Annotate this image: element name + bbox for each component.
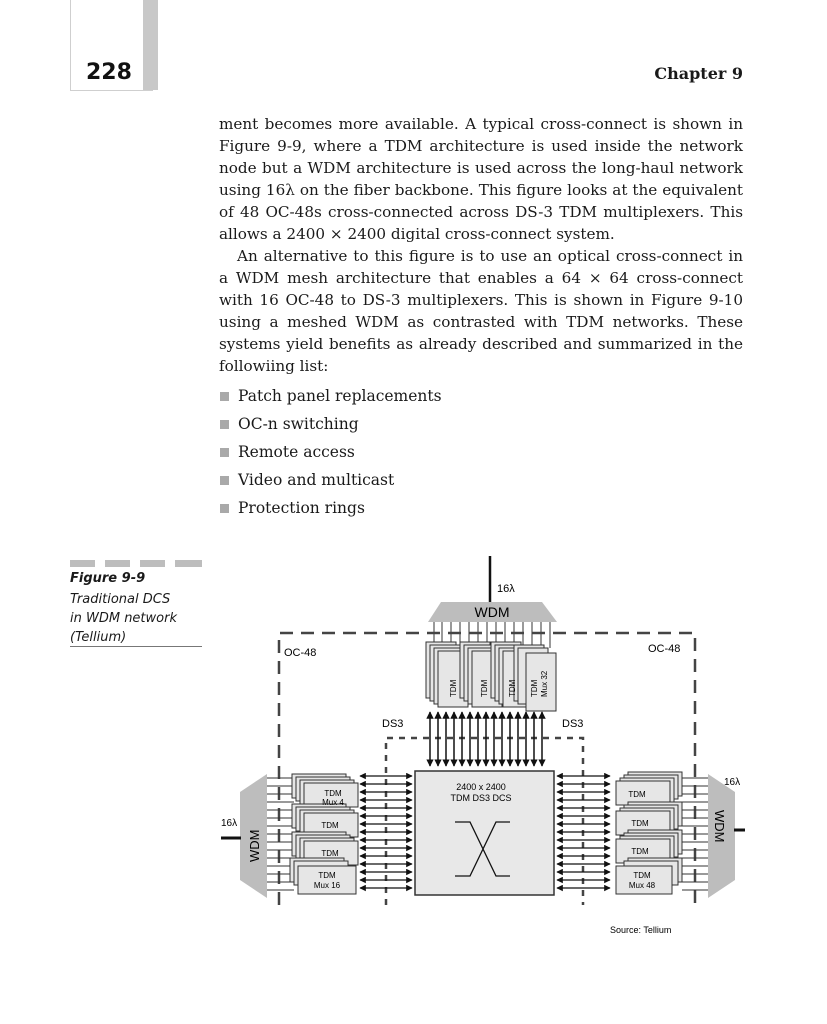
paragraph-1: ment becomes more available. A typical cross-connect is shown in Figure 9-9, where a TDM architecture is used inside the network node but a WDM architecture is used across the long-haul network using 16λ on the fiber backbone. This figure looks at the equivalent of 48 OC-48s cross-connected across DS-3 TDM multiplexers. This allows a 2400 × 2400 digital cross-connect system. <box>219 115 743 243</box>
lambda-left-label: 16λ <box>221 818 238 829</box>
list-item: OC-n switching <box>219 413 442 441</box>
figure-source: Source: Tellium <box>610 925 672 935</box>
tdm-right-3-label: TDM <box>631 847 649 856</box>
tdm-top-3-label: TDM <box>508 679 517 697</box>
dcs-line1: 2400 x 2400 <box>456 782 506 792</box>
tdm-top-2-label: TDM <box>480 679 489 697</box>
figure-caption: Traditional DCS in WDM network (Tellium) <box>70 592 177 645</box>
tdm-top-4-label: TDM <box>530 679 539 697</box>
tdm-top-1-label: TDM <box>449 679 458 697</box>
wdm-left-label: WDM <box>247 829 262 862</box>
lambda-right-label: 16λ <box>724 777 741 788</box>
wdm-right-label: WDM <box>712 810 727 843</box>
list-item: Patch panel replacements <box>219 385 442 413</box>
mux-left-top-label: Mux 4 <box>322 798 344 807</box>
chapter-title: Chapter 9 <box>654 64 743 83</box>
ds3-left-label: DS3 <box>382 718 404 730</box>
figure-label: Figure 9-9 <box>70 571 146 586</box>
mux-right-bottom-label: Mux 48 <box>628 881 656 890</box>
ds3-vertical-arrows <box>430 712 542 766</box>
oc48-right-label: OC-48 <box>648 643 681 655</box>
mux-top-label: Mux 32 <box>540 670 549 697</box>
tdm-left-4-label: TDM <box>318 871 336 880</box>
tdm-right-2-label: TDM <box>631 819 649 828</box>
page-number: 228 <box>86 60 132 85</box>
wdm-top-label: WDM <box>474 604 510 620</box>
tdm-right-1-label: TDM <box>628 790 646 799</box>
tdm-top-stacks <box>426 642 556 711</box>
oc48-left-label: OC-48 <box>284 647 317 659</box>
paragraph-2: An alternative to this figure is to use an optical cross-connect in a WDM mesh architecture that enables a 64 × 64 cross-connect with 16 OC-48 to DS-3 multiplexers. This is shown in Figure 9-10 using a meshed WDM as contrasted with TDM networks. These systems yield benefits as already described and summarized in the followiing list: <box>219 247 743 375</box>
dcs-line2: TDM DS3 DCS <box>450 793 512 803</box>
list-item: Remote access <box>219 441 442 469</box>
tdm-right-4-label: TDM <box>633 871 651 880</box>
ds3-right-label: DS3 <box>562 718 584 730</box>
tdm-left-1-label: TDM <box>324 789 342 798</box>
tdm-left-3-label: TDM <box>321 849 339 858</box>
mux-left-bottom-label: Mux 16 <box>313 881 341 890</box>
list-item: Video and multicast <box>219 469 442 497</box>
lambda-top-label: 16λ <box>497 583 515 595</box>
list-item: Protection rings <box>219 497 442 525</box>
tdm-left-2-label: TDM <box>321 821 339 830</box>
